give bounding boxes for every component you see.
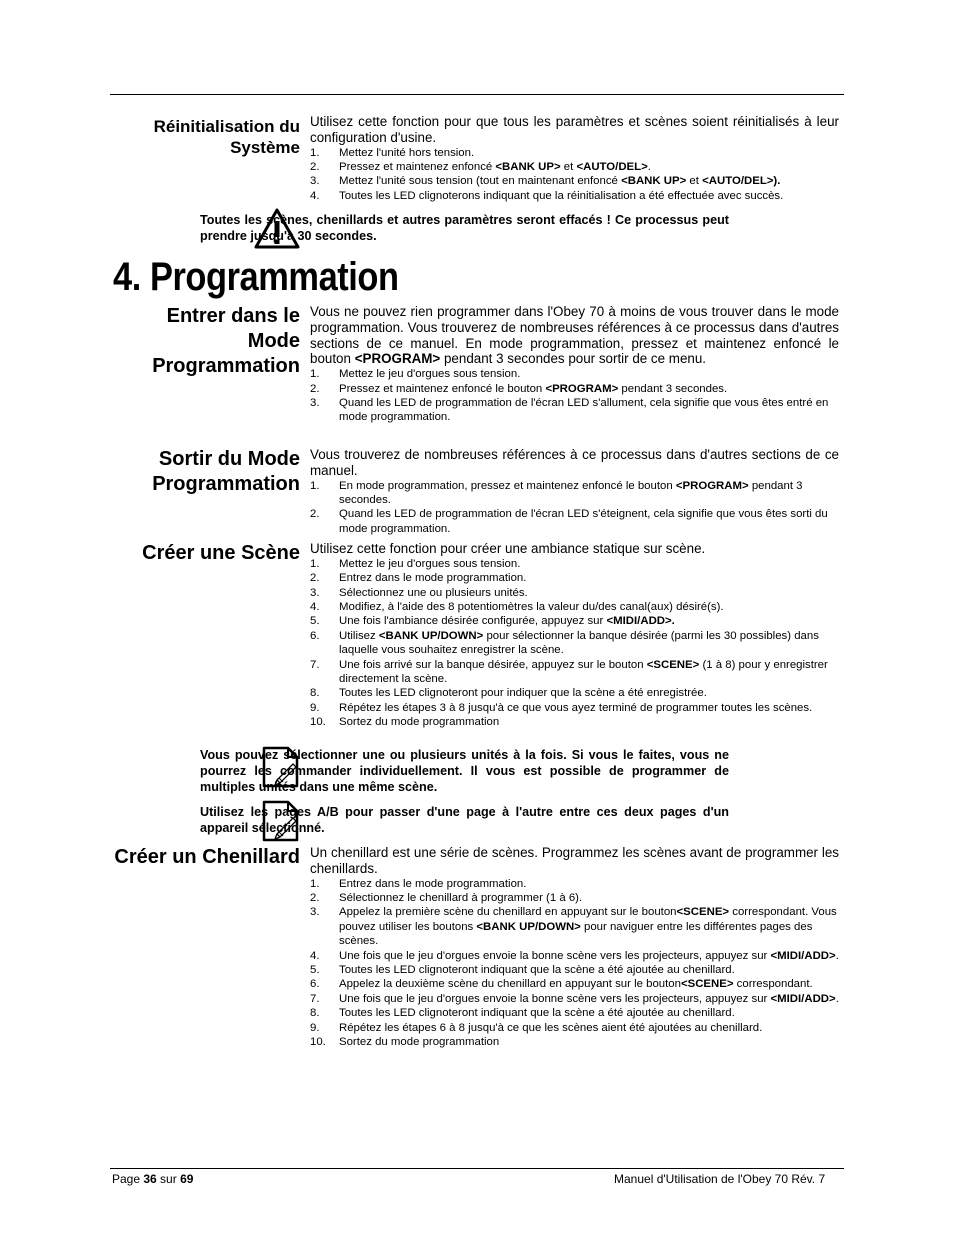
bold-term: <SCENE> (680, 978, 734, 991)
text-run: Sortez du mode programmation (339, 716, 500, 729)
text-run: Toutes les LED clignoteront indiquant que la scène a été ajoutée au chenillard. (339, 1007, 735, 1020)
bold-term: <SCENE> (646, 658, 700, 671)
list-item (310, 701, 839, 715)
list-item-number: 10. (310, 716, 326, 729)
list-item-number: 2. (310, 572, 320, 585)
text-run: Une fois que le jeu d'orgues envoie la bonne scène vers les projecteurs, appuyez sur (339, 992, 771, 1005)
text-run: . (835, 949, 839, 962)
text-run: Pressez et maintenez enfoncé (339, 161, 496, 173)
text-run: Sélectionnez le chenillard à programmer (1 à 6). (339, 892, 583, 904)
text-run: correspondant. Vous pouvez utiliser les boutons (339, 906, 837, 933)
list-item (310, 891, 839, 905)
list-item-number: 4. (310, 949, 320, 962)
exit-steps (310, 479, 839, 537)
list-item-number: 7. (310, 992, 320, 1005)
text-run: Pressez et maintenez enfoncé le bouton (339, 382, 546, 395)
list-item-number: 5. (310, 964, 320, 977)
list-item (310, 1035, 839, 1049)
list-item-number: 2. (310, 508, 320, 521)
section-title-exit: Sortir du Mode Programmation (152, 448, 300, 495)
section-title-enter: Entrer dans le Mode Programmation (152, 305, 300, 377)
bold-term: <BANK UP/DOWN> (378, 629, 484, 642)
footer-page-prefix: Page (112, 1172, 144, 1186)
text-run: pour sélectionner la banque désirée (parmi les 30 possibles) dans laquelle vous souhaitez enregistrer la scène. (339, 629, 819, 657)
chapter-title: 4. Programmation (113, 255, 399, 299)
chase-intro: Un chenillard est une série de scènes. Programmez les scènes avant de programmer les chenillards. (310, 845, 839, 876)
header-rule (110, 94, 844, 95)
text-run: (1 à 8) pour y enregistrer directement la scène. (339, 658, 828, 686)
footer-page-of: sur (156, 1172, 181, 1186)
list-item-number: 9. (310, 1021, 320, 1034)
list-item-number: 3. (310, 906, 320, 919)
section-body-scene (310, 541, 839, 730)
list-item-number: 3. (310, 175, 320, 188)
list-item (310, 189, 839, 203)
list-item (310, 146, 839, 160)
list-item-number: 6. (310, 978, 320, 991)
text-run: pendant 3 secondes. (618, 382, 728, 395)
list-item-number: 5. (310, 615, 320, 628)
list-item (310, 658, 839, 687)
list-item (310, 571, 839, 585)
bold-term: <BANK UP/DOWN> (476, 920, 581, 933)
bold-term: <MIDI/ADD>. (606, 615, 675, 628)
footer-rule (110, 1168, 844, 1169)
list-item-number: 1. (310, 368, 320, 381)
text-run: Vous ne pouvez rien programmer dans l'Obey 70 à moins de vous trouver dans le mode programmation. Vous trouverez de nombreuses références à ce processus dans d'autres sections de ce manuel. En mode programmation, pressez et maintenez enfoncé le bouton (310, 304, 839, 367)
text-run: Quand les LED de programmation de l'écran LED s'éteignent, cela signifie que vous êtes sorti du mode programmation. (339, 508, 828, 535)
list-item (310, 715, 839, 729)
text-run: pour naviguer entre les différentes pages des scènes. (339, 920, 813, 948)
text-run: Appelez la deuxième scène du chenillard en appuyant sur le bouton (339, 978, 681, 991)
scene-intro: Utilisez cette fonction pour créer une ambiance statique sur scène. (310, 541, 706, 556)
list-item-number: 6. (310, 629, 320, 642)
list-item-number: 10. (310, 1036, 326, 1049)
list-item (310, 160, 839, 174)
exit-intro: Vous trouverez de nombreuses références à ce processus dans d'autres sections de ce manuel. (310, 447, 839, 478)
text-run: correspondant. (733, 978, 813, 991)
bold-term: <PROGRAM> (354, 351, 441, 367)
list-item-number: 2. (310, 382, 320, 395)
text-run: Toutes les LED clignoterons indiquant que la réinitialisation a été effectuée avec succès. (339, 189, 784, 202)
list-item (310, 382, 839, 396)
footer-page (112, 1172, 193, 1186)
text-run: Sélectionnez une ou plusieurs unités. (339, 586, 528, 599)
list-item (310, 963, 839, 977)
text-run: Modifiez, à l'aide des 8 potentiomètres la valeur du/des canal(aux) désiré(s). (339, 601, 724, 614)
text-run: Une fois l'ambiance désirée configurée, appuyez sur (339, 615, 607, 628)
bold-term: <AUTO/DEL> (576, 161, 648, 173)
list-item-number: 2. (310, 892, 320, 904)
bold-term: <BANK UP> (621, 175, 687, 188)
list-item (310, 1006, 839, 1020)
text-run: En mode programmation, pressez et maintenez enfoncé le bouton (339, 479, 676, 492)
scene-note-2: Utilisez les pages A/B pour passer d'une page à l'autre entre ces deux pages d'un appareil sélectionné. (200, 805, 729, 835)
reset-warning: Toutes les scènes, chenillards et autres paramètres seront effacés ! Ce processus peut prendre jusqu'à 30 secondes. (200, 213, 729, 243)
text-run: Toutes les LED clignoteront indiquant que la scène a été ajoutée au chenillard. (339, 964, 735, 977)
footer-page-total: 69 (180, 1172, 194, 1186)
text-run: et (560, 161, 577, 173)
text-run: Mettez l'unité sous tension (tout en maintenant enfoncé (339, 175, 622, 188)
bold-term: <PROGRAM> (545, 382, 619, 395)
section-title-chase: Créer un Chenillard (114, 846, 300, 868)
list-item-number: 4. (310, 601, 320, 614)
text-run: Quand les LED de programmation de l'écran LED s'allument, cela signifie que vous êtes entré en mode programmation. (339, 397, 829, 424)
list-item-number: 1. (310, 557, 320, 570)
bold-term: <MIDI/ADD> (770, 992, 836, 1005)
text-run: Une fois arrivé sur la banque désirée, appuyez sur le bouton (339, 658, 647, 671)
bold-term: <SCENE> (676, 906, 730, 919)
list-item (310, 174, 839, 188)
list-item (310, 614, 839, 628)
list-item-number: 2. (310, 161, 320, 173)
text-run: Appelez la première scène du chenillard en appuyant sur le bouton (339, 906, 677, 919)
text-run: Entrez dans le mode programmation. (339, 877, 527, 890)
section-body-exit (310, 447, 839, 536)
list-item-number: 8. (310, 1007, 320, 1020)
text-run: et (686, 175, 703, 188)
list-item (310, 396, 839, 425)
list-item (310, 977, 839, 991)
text-run: . (835, 992, 839, 1005)
list-item-number: 3. (310, 586, 320, 599)
text-run: Mettez l'unité hors tension. (339, 146, 475, 159)
list-item (310, 949, 839, 963)
list-item-number: 7. (310, 658, 320, 671)
bold-term: <BANK UP> (495, 161, 561, 173)
list-item-number: 4. (310, 189, 320, 202)
list-item (310, 992, 839, 1006)
text-run: Mettez le jeu d'orgues sous tension. (339, 368, 521, 381)
text-run: Répétez les étapes 6 à 8 jusqu'à ce que les scènes aient été ajoutées au chenillard. (339, 1021, 763, 1034)
list-item-number: 3. (310, 397, 320, 409)
chase-steps (310, 877, 839, 1050)
list-item (310, 877, 839, 891)
list-item-number: 9. (310, 701, 320, 714)
reset-steps (310, 146, 839, 204)
list-item-number: 1. (310, 479, 320, 492)
text-run: pendant 3 secondes. (339, 479, 803, 506)
text-run: pendant 3 secondes pour sortir de ce menu. (440, 351, 707, 367)
list-item (310, 557, 839, 571)
text-run: Utilisez (339, 629, 379, 642)
enter-steps (310, 367, 839, 425)
section-title-reset: Réinitialisation du Système (153, 117, 300, 157)
text-run: Mettez le jeu d'orgues sous tension. (339, 557, 521, 570)
list-item (310, 600, 839, 614)
list-item (310, 905, 839, 948)
bold-term: <MIDI/ADD> (770, 949, 836, 962)
bold-term: <AUTO/DEL>). (702, 175, 781, 188)
text-run: . (647, 161, 651, 173)
scene-steps (310, 557, 839, 730)
text-run: Toutes les LED clignoteront pour indiquer que la scène a été enregistrée. (339, 687, 707, 700)
text-run: Entrez dans le mode programmation. (339, 572, 527, 585)
section-body-reset (310, 114, 839, 203)
text-run: Une fois que le jeu d'orgues envoie la bonne scène vers les projecteurs, appuyez sur (339, 949, 771, 962)
list-item (310, 629, 839, 658)
list-item-number: 1. (310, 146, 320, 159)
text-run: Sortez du mode programmation (339, 1036, 500, 1049)
list-item (310, 686, 839, 700)
footer-manual: Manuel d'Utilisation de l'Obey 70 Rév. 7 (614, 1172, 826, 1186)
list-item-number: 1. (310, 877, 320, 890)
section-title-scene: Créer une Scène (142, 542, 300, 564)
list-item (310, 1021, 839, 1035)
list-item (310, 586, 839, 600)
footer-page-number: 36 (143, 1172, 157, 1186)
list-item (310, 367, 839, 381)
list-item (310, 479, 839, 508)
bold-term: <PROGRAM> (675, 479, 749, 492)
scene-note-1: Vous pouvez sélectionner une ou plusieurs unités à la fois. Si vous le faites, vous ne pourrez les commander individuellement. Il vous est possible de programmer de multiples unités dans une même scène. (200, 748, 729, 794)
section-body-enter (310, 304, 839, 425)
list-item (310, 507, 839, 536)
section-body-chase (310, 845, 839, 1049)
list-item-number: 8. (310, 687, 320, 700)
text-run: Répétez les étapes 3 à 8 jusqu'à ce que vous ayez terminé de programmer toutes les scènes. (339, 701, 813, 714)
enter-intro (310, 304, 839, 367)
reset-intro: Utilisez cette fonction pour que tous les paramètres et scènes soient réinitialisés à leur configuration d'usine. (310, 114, 839, 145)
